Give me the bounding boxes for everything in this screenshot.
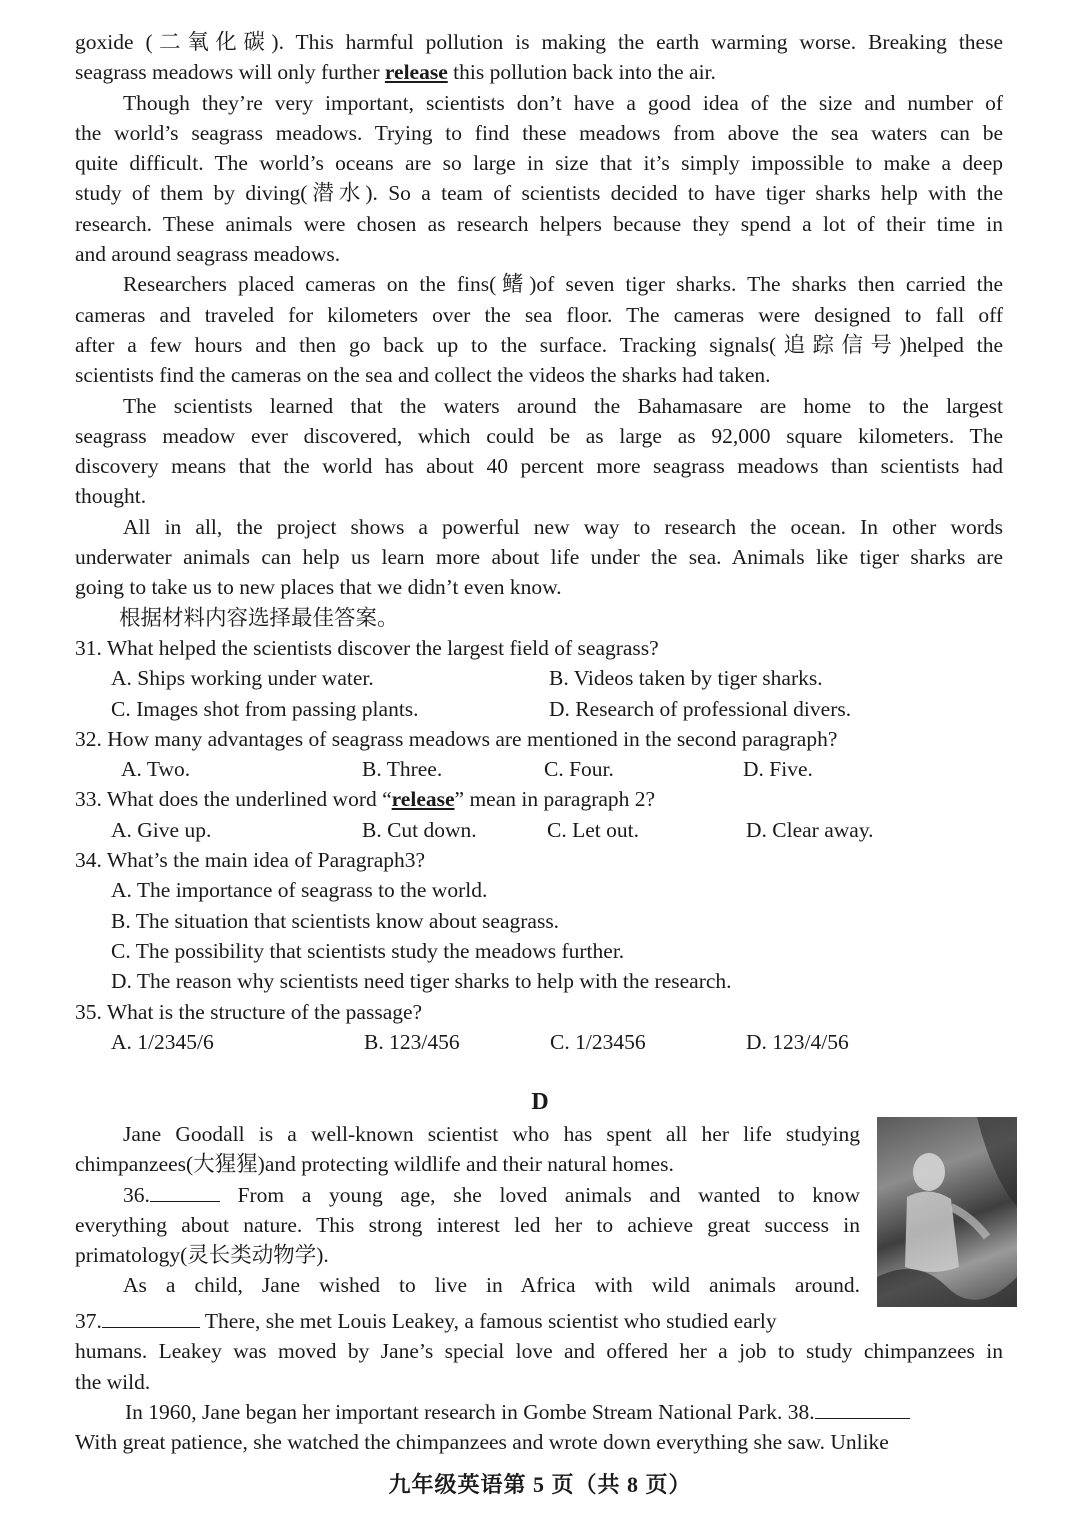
p2-line-5: research. These animals were chosen as research helpers because they spend a lot of their time in: [75, 211, 1003, 236]
question-34-stem: 34. What’s the main idea of Paragraph3?: [75, 848, 426, 873]
p3-line-1: Researchers placed cameras on the fins(鳍)of seven tiger sharks. The sharks then carried the: [123, 272, 1003, 297]
question-31-option-a[interactable]: A. Ships working under water.: [111, 666, 374, 691]
p3-line-2: cameras and traveled for kilometers over the sea floor. The cameras were designed to fall off: [75, 302, 1003, 327]
jane-goodall-photo: [877, 1117, 1017, 1307]
p4-line-3: discovery means that the world has about 40 percent more seagrass meadows than scientists had: [75, 454, 1003, 479]
p1-line-1: goxide (二氧化碳). This harmful pollution is making the earth warming worse. Breaking these: [75, 30, 1003, 54]
d-line-2: chimpanzees(大猩猩)and protecting wildlife and their natural homes.: [75, 1152, 674, 1177]
question-33-underlined-word: release: [391, 787, 455, 812]
p2-line-3: quite difficult. The world’s oceans are so large in size that it’s simply impossible to make a deep: [75, 151, 1003, 176]
question-34-option-a[interactable]: A. The importance of seagrass to the world.: [111, 878, 488, 903]
blank-37[interactable]: [102, 1307, 200, 1328]
question-32-stem: 32. How many advantages of seagrass meadows are mentioned in the second paragraph?: [75, 726, 838, 751]
question-32-options: [75, 754, 1003, 784]
question-35-option-a[interactable]: A. 1/2345/6: [111, 1029, 214, 1054]
p4-line-2: seagrass meadow ever discovered, which could be as large as 92,000 square kilometers. The: [75, 423, 1003, 448]
photo-figure-icon: [877, 1117, 1017, 1307]
passage-d-upper: [75, 1119, 860, 1301]
question-32-option-c[interactable]: C. Four.: [544, 757, 614, 782]
d-line-5: primatology(灵长类动物学).: [75, 1243, 329, 1268]
question-35-options: [75, 1027, 1003, 1057]
passage-d-lower: [75, 1306, 1003, 1457]
p2-line-6: and around seagrass meadows.: [75, 242, 341, 267]
d-line-7: 37. There, she met Louis Leakey, a famous scientist who studied early: [75, 1309, 777, 1333]
p1-line-2: seagrass meadows will only further release this pollution back into the air.: [75, 60, 716, 85]
instruction: 根据材料内容选择最佳答案。: [119, 605, 399, 630]
question-35-option-d[interactable]: D. 123/4/56: [746, 1029, 849, 1054]
question-31-stem: 31. What helped the scientists discover the largest field of seagrass?: [75, 635, 659, 660]
question-32-option-d[interactable]: D. Five.: [743, 757, 813, 782]
question-33-option-a[interactable]: A. Give up.: [111, 817, 212, 842]
question-31-option-c[interactable]: C. Images shot from passing plants.: [111, 696, 419, 721]
d-line-10: In 1960, Jane began her important research in Gombe Stream National Park. 38.: [75, 1397, 1003, 1427]
question-34-option-c[interactable]: C. The possibility that scientists study the meadows further.: [111, 938, 625, 963]
d-line-8: humans. Leakey was moved by Jane’s special love and offered her a job to study chimpanzees in: [75, 1339, 1003, 1364]
d-line-11: With great patience, she watched the chimpanzees and wrote down everything she saw. Unlike: [75, 1430, 889, 1455]
p2-line-1: Though they’re very important, scientists don’t have a good idea of the size and number of: [123, 90, 1003, 115]
question-34-option-b[interactable]: B. The situation that scientists know about seagrass.: [111, 908, 560, 933]
p5-line-3: going to take us to new places that we didn’t even know.: [75, 575, 562, 600]
blank-36[interactable]: [150, 1181, 220, 1202]
d-line-3: 36. From a young age, she loved animals and wanted to know: [123, 1182, 860, 1207]
p2-line-2: the world’s seagrass meadows. Trying to find these meadows from above the sea waters can be: [75, 120, 1003, 145]
underlined-word-release: release: [384, 60, 448, 85]
blank-38[interactable]: [815, 1398, 910, 1419]
p5-line-2: underwater animals can help us learn more about life under the sea. Animals like tiger sharks are: [75, 545, 1003, 570]
question-32-option-a[interactable]: A. Two.: [121, 757, 191, 782]
question-35-stem: 35. What is the structure of the passage?: [75, 999, 423, 1024]
p4-line-4: thought.: [75, 484, 147, 509]
question-31-options-row-2: [75, 694, 1003, 724]
question-33-option-b[interactable]: B. Cut down.: [362, 817, 477, 842]
section-d-title: D: [531, 1089, 549, 1115]
question-31-option-d[interactable]: D. Research of professional divers.: [549, 696, 852, 721]
passage-c: [75, 27, 1003, 1057]
d-line-6: As a child, Jane wished to live in Africa with wild animals around.: [123, 1273, 860, 1298]
page-footer: 九年级英语第 5 页（共 8 页）: [388, 1472, 692, 1497]
p2-line-4: study of them by diving(潜水). So a team of scientists decided to have tiger sharks help with the: [75, 181, 1003, 206]
d-line-9: the wild.: [75, 1369, 151, 1394]
question-33-options: [75, 815, 1003, 845]
p5-line-1: All in all, the project shows a powerful new way to research the ocean. In other words: [123, 514, 1003, 539]
question-33-stem: 33. What does the underlined word “release” mean in paragraph 2?: [75, 787, 656, 812]
question-34-option-d[interactable]: D. The reason why scientists need tiger sharks to help with the research.: [111, 969, 732, 994]
question-32-option-b[interactable]: B. Three.: [362, 757, 443, 782]
question-31-options-row-1: [75, 663, 1003, 693]
question-35-option-b[interactable]: B. 123/456: [364, 1029, 460, 1054]
question-33-option-d[interactable]: D. Clear away.: [746, 817, 874, 842]
d-line-1: Jane Goodall is a well-known scientist who has spent all her life studying: [123, 1122, 860, 1146]
p3-line-4: scientists find the cameras on the sea and collect the videos the sharks had taken.: [75, 363, 771, 388]
p3-line-3: after a few hours and then go back up to the surface. Tracking signals(追踪信号)helped the: [75, 332, 1003, 357]
p4-line-1: The scientists learned that the waters around the Bahamasare are home to the largest: [123, 393, 1003, 418]
question-31-option-b[interactable]: B. Videos taken by tiger sharks.: [549, 666, 823, 691]
d-line-4: everything about nature. This strong interest led her to achieve great success in: [75, 1212, 860, 1237]
question-35-option-c[interactable]: C. 1/23456: [550, 1029, 646, 1054]
question-33-option-c[interactable]: C. Let out.: [547, 817, 639, 842]
